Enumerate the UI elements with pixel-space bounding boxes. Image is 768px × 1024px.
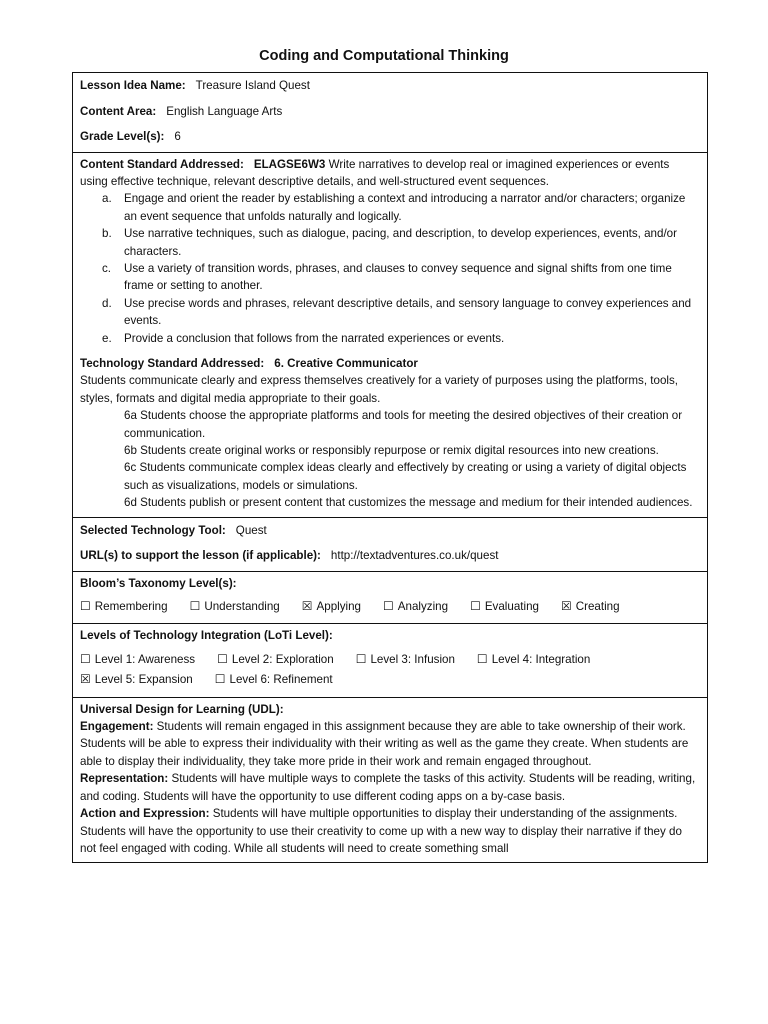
tech-standard-item: 6b Students create original works or responsibly repurpose or remix digital resources into new creations. bbox=[124, 444, 659, 457]
udl-action-expression: Action and Expression: Students will have multiple opportunities to display their understanding of the assignments. Students will have the opportunity to use their creativity to come up with a new way to display their narrative if they do not feel engaged with coding. While all students will need to create something small bbox=[80, 807, 682, 855]
checkbox-icon: ☐ bbox=[189, 599, 201, 614]
blooms-understanding[interactable]: ☐ Understanding bbox=[190, 598, 280, 615]
loti-options-row-2 bbox=[80, 671, 700, 688]
technology-standard bbox=[80, 355, 700, 372]
loti-level-1[interactable]: ☐ Level 1: Awareness bbox=[80, 651, 195, 668]
grade-level-row bbox=[80, 124, 700, 150]
checkbox-icon: ☐ bbox=[470, 599, 481, 614]
tool-label: Selected Technology Tool: bbox=[80, 523, 226, 537]
blooms-creating[interactable]: ☒ Creating bbox=[561, 598, 620, 615]
blooms-label: Bloom’s Taxonomy Level(s): bbox=[80, 576, 237, 590]
url-row bbox=[80, 543, 700, 569]
grade-level-value: 6 bbox=[174, 130, 181, 143]
tech-standard-item: 6a Students choose the appropriate platforms and tools for meeting the desired objectives of their creation or communication. bbox=[124, 409, 683, 440]
tech-standard-value: 6. Creative Communicator bbox=[274, 356, 418, 370]
list-item: b. Use narrative techniques, such as dialogue, pacing, and description, to develop experiences, events, and/or characters. bbox=[102, 227, 677, 258]
blooms-options bbox=[80, 598, 700, 615]
content-area-row bbox=[80, 99, 700, 125]
checkbox-icon: ☐ bbox=[383, 599, 394, 614]
checkbox-icon: ☐ bbox=[80, 651, 91, 666]
lesson-name-label: Lesson Idea Name: bbox=[80, 79, 186, 92]
loti-label: Levels of Technology Integration (LoTi Level): bbox=[80, 629, 333, 643]
lesson-info-section bbox=[73, 73, 707, 153]
list-item: d. Use precise words and phrases, relevant descriptive details, and sensory language to convey experiences and events. bbox=[102, 296, 692, 328]
content-standard-code: ELAGSE6W3 bbox=[253, 157, 326, 171]
checked-box-icon: ☒ bbox=[301, 599, 313, 614]
tech-standard-item: 6c Students communicate complex ideas clearly and effectively by creating or using a variety of digital objects such as visualizations, models or simulations. bbox=[124, 461, 687, 492]
loti-level-4[interactable]: ☐ Level 4: Integration bbox=[477, 651, 590, 668]
blooms-analyzing[interactable]: ☐ Analyzing bbox=[383, 598, 448, 615]
checkbox-icon: ☐ bbox=[80, 599, 91, 614]
tech-standard-label: Technology Standard Addressed: bbox=[80, 356, 265, 370]
url-label: URL(s) to support the lesson (if applicable): bbox=[80, 549, 321, 563]
blooms-section bbox=[73, 572, 707, 625]
tool-value: Quest bbox=[235, 523, 267, 537]
checkbox-icon: ☐ bbox=[476, 651, 488, 666]
loti-level-5[interactable]: ☒ Level 5: Expansion bbox=[80, 671, 193, 688]
content-standard-text: Write narratives to develop real or imagined experiences or events using effective technique, relevant descriptive details, and well-structured event sequences. bbox=[80, 157, 670, 188]
url-link[interactable]: http://textadventures.co.uk/quest bbox=[330, 549, 499, 563]
udl-representation: Representation: Students will have multiple ways to complete the tasks of this activity. Students will be reading, writing, and coding. Students will have the opportunity to use different coding apps on a by-case basis. bbox=[80, 772, 696, 803]
grade-level-label: Grade Level(s): bbox=[80, 130, 165, 143]
content-area-value: English Language Arts bbox=[166, 104, 283, 118]
loti-level-3[interactable]: ☐ Level 3: Infusion bbox=[356, 651, 455, 668]
checkbox-icon: ☐ bbox=[217, 651, 228, 666]
udl-engagement: Engagement: Students will remain engaged in this assignment because they are able to take ownership of their work. Students will be able to express their individuality with their writing as well as the game they create. When students are able to display their individuality, they take more pride in their work and remain engaged throughout. bbox=[80, 720, 689, 768]
lesson-plan-table bbox=[72, 72, 708, 863]
tool-row bbox=[80, 518, 700, 544]
checkbox-icon: ☐ bbox=[355, 651, 367, 666]
content-area-label: Content Area: bbox=[80, 104, 157, 118]
loti-level-2[interactable]: ☐ Level 2: Exploration bbox=[217, 651, 334, 668]
list-item: e. Provide a conclusion that follows from the narrated experiences or events. bbox=[102, 331, 505, 345]
loti-options-row-1 bbox=[80, 651, 700, 668]
document-title: Coding and Computational Thinking bbox=[259, 48, 509, 64]
content-standard-label: Content Standard Addressed: bbox=[80, 157, 244, 171]
content-standard bbox=[80, 156, 700, 191]
lesson-name-value: Treasure Island Quest bbox=[195, 79, 310, 92]
tech-standard-intro: Students communicate clearly and express themselves creatively for a variety of purposes using the platforms, tools, styles, formats and digital media appropriate to their goals. bbox=[80, 374, 679, 405]
blooms-applying[interactable]: ☒ Applying bbox=[302, 598, 361, 615]
checked-box-icon: ☒ bbox=[560, 599, 572, 614]
technology-tool-section bbox=[73, 518, 707, 572]
udl-section bbox=[73, 698, 707, 864]
loti-section bbox=[73, 624, 707, 697]
lesson-name-row bbox=[80, 73, 700, 99]
content-standard-list bbox=[80, 190, 700, 347]
checked-box-icon: ☒ bbox=[80, 672, 91, 687]
tech-standard-item: 6d Students publish or present content that customizes the message and medium for their intended audiences. bbox=[124, 496, 693, 510]
blooms-evaluating[interactable]: ☐ Evaluating bbox=[470, 598, 539, 615]
blooms-remembering[interactable]: ☐ Remembering bbox=[80, 598, 168, 615]
list-item: a. Engage and orient the reader by establishing a context and introducing a narrator and/or characters; organize an event sequence that unfolds naturally and logically. bbox=[102, 192, 686, 223]
standards-section bbox=[73, 153, 707, 518]
checkbox-icon: ☐ bbox=[214, 672, 226, 687]
list-item: c. Use a variety of transition words, phrases, and clauses to convey sequence and signal shifts from one time frame or setting to another. bbox=[102, 261, 672, 293]
udl-label: Universal Design for Learning (UDL): bbox=[80, 702, 284, 716]
loti-level-6[interactable]: ☐ Level 6: Refinement bbox=[215, 671, 333, 688]
